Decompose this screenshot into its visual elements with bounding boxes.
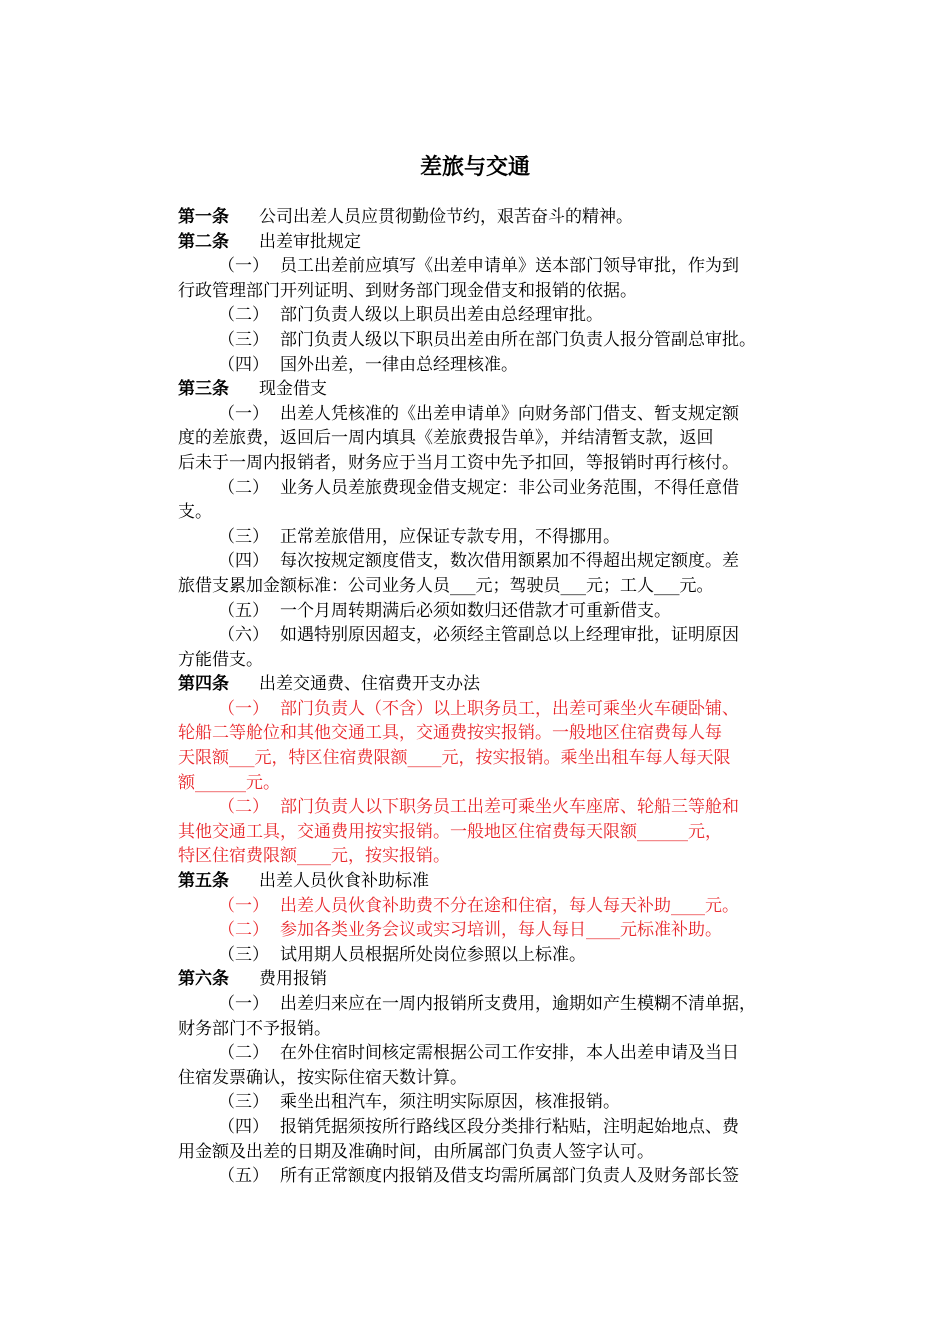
clause-text: 元， — [688, 821, 722, 842]
clause-number: （二） — [218, 797, 269, 818]
clause-number: （四） — [218, 1116, 269, 1137]
clause-line — [178, 1164, 808, 1189]
clause-text: 部门负责人以下职务员工出差可乘坐火车座席、轮船三等舱和 — [280, 797, 739, 818]
clause-continuation — [178, 574, 808, 599]
article-heading — [178, 672, 808, 697]
clause-continuation — [178, 1140, 808, 1165]
clause-continuation — [178, 844, 808, 869]
article-heading — [178, 377, 808, 402]
document-body — [178, 205, 808, 1189]
clause-continuation — [178, 820, 808, 845]
article-title: 出差交通费、住宿费开支办法 — [259, 674, 480, 695]
fill-blank: ___ — [450, 575, 476, 596]
fill-blank: ___ — [654, 575, 680, 596]
clause-text: 一个月周转期满后必须如数归还借款才可重新借支。 — [280, 600, 671, 621]
clause-text: 元。 — [705, 895, 739, 916]
clause-text: 行政管理部门开列证明、到财务部门现金借支和报销的依据。 — [178, 280, 637, 301]
clause-line — [178, 1041, 808, 1066]
clause-number: （四） — [218, 354, 269, 375]
clause-text: 支。 — [178, 502, 212, 523]
clause-line — [178, 353, 808, 378]
clause-number: （一） — [218, 994, 269, 1014]
document-title: 差旅与交通 — [419, 155, 530, 180]
clause-text: 额 — [178, 772, 195, 793]
article-title: 费用报销 — [259, 969, 327, 990]
clause-number: （一） — [218, 403, 269, 424]
clause-text: 部门负责人级以上职员出差由总经理审批。 — [280, 305, 603, 326]
clause-text: 每次按规定额度借支，数次借用额累加不得超出规定额度。差 — [280, 551, 739, 572]
clause-text: 元；驾驶员 — [475, 575, 561, 596]
clause-line — [178, 697, 808, 722]
article-number: 第二条 — [178, 231, 229, 252]
article-number: 第一条 — [178, 207, 229, 227]
clause-line — [178, 1090, 808, 1115]
article-heading — [178, 230, 808, 255]
clause-text: 度的差旅费，返回后一周内填具《差旅费报告单》，并结清暂支款，返回 — [178, 428, 714, 449]
clause-number: （二） — [218, 920, 269, 941]
clause-line — [178, 894, 808, 919]
article-heading — [178, 869, 808, 894]
clause-line — [178, 549, 808, 574]
article-title: 现金借支 — [259, 379, 327, 400]
clause-continuation — [178, 648, 808, 673]
clause-number: （一） — [218, 698, 269, 719]
clause-continuation — [178, 451, 808, 476]
clause-line — [178, 402, 808, 427]
clause-text: 业务人员差旅费现金借支规定：非公司业务范围，不得任意借 — [280, 477, 739, 498]
clause-line — [178, 476, 808, 501]
clause-text: 元。 — [246, 772, 280, 793]
clause-text: 乘坐出租汽车，须注明实际原因，核准报销。 — [280, 1092, 620, 1113]
clause-line — [178, 328, 808, 353]
article-number: 第六条 — [178, 969, 229, 990]
clause-text: 方能借支。 — [178, 649, 263, 670]
clause-text: 所有正常额度内报销及借支均需所属部门负责人及财务部长签 — [280, 1166, 739, 1187]
clause-text: 特区住宿费限额 — [178, 846, 297, 867]
clause-continuation — [178, 1066, 808, 1091]
clause-text: 后未于一周内报销者，财务应于当月工资中先予扣回，等报销时再行核付。 — [178, 452, 739, 473]
clause-line — [178, 795, 808, 820]
clause-text: 天限额 — [178, 748, 229, 769]
fill-blank: ___ — [229, 748, 255, 769]
clause-text: 试用期人员根据所处岗位参照以上标准。 — [280, 944, 586, 965]
clause-number: （二） — [218, 1043, 269, 1064]
clause-text: 轮船二等舱位和其他交通工具，交通费按实报销。一般地区住宿费每人每 — [178, 723, 722, 744]
fill-blank: ____ — [407, 748, 442, 769]
clause-number: （五） — [218, 1166, 269, 1187]
clause-number: （六） — [218, 625, 269, 646]
fill-blank: ____ — [586, 920, 620, 941]
clause-text: 元。 — [679, 575, 714, 596]
clause-number: （二） — [218, 477, 269, 498]
clause-text: 财务部门不予报销。 — [178, 1018, 331, 1039]
fill-blank: ____ — [297, 846, 331, 867]
article-number: 第四条 — [178, 674, 229, 695]
fill-blank: ___ — [560, 575, 586, 596]
clause-number: （三） — [218, 526, 269, 547]
clause-number: （三） — [218, 944, 269, 965]
clause-text: 出差人凭核准的《出差申请单》向财务部门借支、暂支规定额 — [280, 403, 739, 424]
clause-text: 出差归来应在一周内报销所支费用，逾期如产生模糊不清单据， — [280, 994, 756, 1014]
clause-text: 部门负责人（不含）以上职务员工，出差可乘坐火车硬卧铺、 — [280, 698, 739, 719]
clause-text: 员工出差前应填写《出差申请单》送本部门领导审批，作为到 — [280, 256, 739, 277]
clause-line — [178, 992, 808, 1017]
article-title: 公司出差人员应贯彻勤俭节约，艰苦奋斗的精神。 — [259, 207, 633, 227]
clause-text: 参加各类业务会议或实习培训，每人每日 — [280, 920, 586, 941]
fill-blank: ______ — [195, 772, 246, 793]
fill-blank: ____ — [671, 895, 705, 916]
article-title: 出差审批规定 — [259, 231, 361, 252]
article-heading — [178, 205, 808, 230]
clause-number: （一） — [218, 895, 269, 916]
clause-text: 部门负责人级以下职员出差由所在部门负责人报分管副总审批。 — [280, 329, 756, 350]
clause-line — [178, 943, 808, 968]
clause-continuation — [178, 500, 808, 525]
clause-continuation — [178, 426, 808, 451]
clause-continuation — [178, 771, 808, 796]
article-heading — [178, 967, 808, 992]
clause-line — [178, 254, 808, 279]
clause-text: 报销凭据须按所行路线区段分类排行粘贴，注明起始地点、费 — [280, 1116, 739, 1137]
clause-continuation — [178, 279, 808, 304]
clause-number: （二） — [218, 305, 269, 326]
clause-number: （三） — [218, 1092, 269, 1113]
clause-text: 出差人员伙食补助费不分在途和住宿，每人每天补助 — [280, 895, 671, 916]
clause-text: 用金额及出差的日期及准确时间，由所属部门负责人签字认可。 — [178, 1141, 654, 1162]
clause-continuation — [178, 1017, 808, 1042]
clause-line — [178, 303, 808, 328]
article-number: 第五条 — [178, 871, 229, 892]
clause-line — [178, 918, 808, 943]
clause-text: 旅借支累加金额标准：公司业务人员 — [178, 575, 450, 596]
clause-continuation — [178, 746, 808, 771]
clause-line — [178, 1115, 808, 1140]
clause-continuation — [178, 721, 808, 746]
fill-blank: ______ — [637, 821, 688, 842]
clause-line — [178, 599, 808, 624]
clause-number: （五） — [218, 600, 269, 621]
clause-text: 其他交通工具，交通费用按实报销。一般地区住宿费每天限额 — [178, 821, 637, 842]
clause-text: 元，特区住宿费限额 — [254, 748, 408, 769]
clause-text: 在外住宿时间核定需根据公司工作安排，本人出差申请及当日 — [280, 1043, 739, 1064]
clause-number: （四） — [218, 551, 269, 572]
article-number: 第三条 — [178, 379, 229, 400]
clause-text: 住宿发票确认，按实际住宿天数计算。 — [178, 1067, 467, 1088]
clause-number: （三） — [218, 329, 269, 350]
clause-text: 元；工人 — [586, 575, 654, 596]
clause-text: 元，按实报销。 — [331, 846, 450, 867]
clause-number: （一） — [218, 256, 269, 277]
clause-text: 国外出差，一律由总经理核准。 — [280, 354, 518, 375]
clause-text: 元，按实报销。乘坐出租车每人每天限 — [441, 748, 731, 769]
clause-line — [178, 623, 808, 648]
clause-line — [178, 525, 808, 550]
clause-text: 元标准补助。 — [620, 920, 722, 941]
clause-text: 正常差旅借用，应保证专款专用，不得挪用。 — [280, 526, 620, 547]
clause-text: 如遇特别原因超支，必须经主管副总以上经理审批，证明原因 — [280, 625, 739, 646]
article-title: 出差人员伙食补助标准 — [259, 871, 429, 892]
